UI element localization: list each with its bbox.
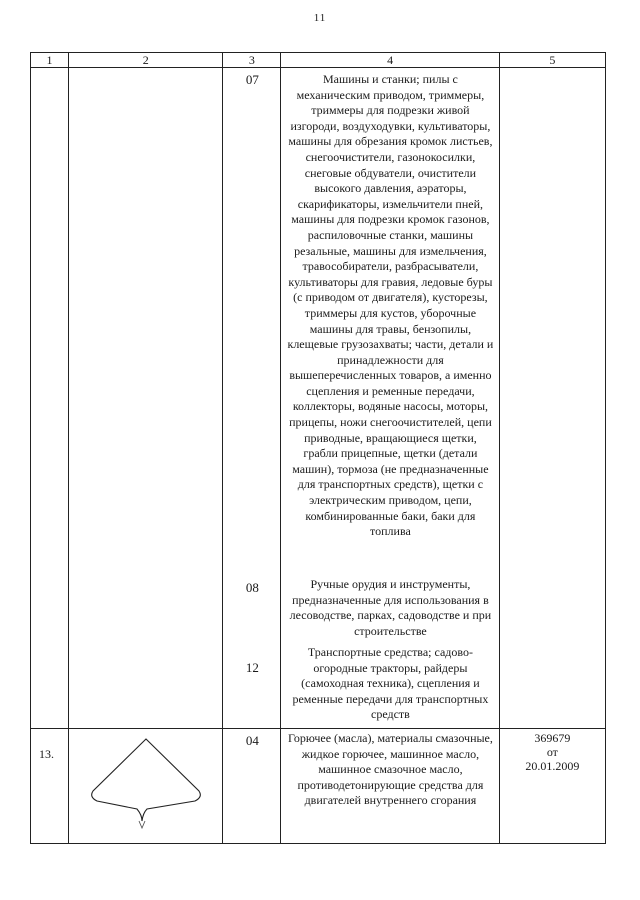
table-row [31,68,606,729]
page-number: 11 [313,12,327,24]
header-row [31,53,606,68]
goods-description: Ручные орудия и инструменты, предназначенные для использования в лесоводстве, парках, садоводстве и при строительстве [289,577,492,638]
number-cell [31,68,69,729]
mark-cell [69,68,223,729]
class-cell [223,68,281,729]
class-cell [223,729,281,844]
class-code: 08 [245,580,259,595]
table-row [31,729,606,844]
number-cell [31,729,69,844]
registration-number: 369679 [534,731,571,745]
column-header: 3 [223,53,281,68]
registration-cell [499,68,605,729]
class-code: 04 [245,733,259,748]
class-code: 12 [245,660,259,675]
goods-description: Машины и станки; пилы с механическим приводом, триммеры, триммеры для подрезки живой изгороди, воздуходувки, культиваторы, машины для обрезания кромок листьев, снегоочистители, газонокосилки, снеговые обдуватели, очистители высокого давления, аэраторы, скарификаторы, измельчители пней, машины для подрезки кромок газонов, распиловочные станки, машины резальные, машины для измельчения, травособиратели, разбрасыватели, культиваторы для гравия, ледовые буры (с приводом от двигателя), кусторезы, триммеры для кустов, уборочные машины для травы, бензопилы, клещевые грузозахваты; части, детали и принадлежности для вышеперечисленных товаров, а именно сцепления и ременные передачи, коллекторы, водяные насосы, моторы, прицепы, ножи снегоочистителей, цепи приводные, вращающиеся щетки, грабли прицепные, щетки (детали машин), тормоза (не предназначенные для транспортных средств), щетки с электрическим приводом, цепи, комбинированные баки, баки для топлива [287,72,494,539]
column-header: 2 [69,53,223,68]
column-header: 5 [499,53,605,68]
registration-cell [499,729,605,844]
mark-cell [69,729,223,844]
goods-description: Горючее (масла), материалы смазочные, жидкое горючее, машинное масло, машинное смазочное масло, противодетонирующие средства для двигателей внутреннего сгорания [287,731,493,808]
registration-date: 20.01.2009 [525,759,580,773]
class-code: 07 [245,72,259,87]
trademark-table [30,52,606,844]
registration-from-label: от [546,745,558,759]
goods-description: Транспортные средства; садово-огородные тракторы, райдеры (самоходная техника), сцепления и ременные передачи для транспортных средств [292,645,489,722]
registration-info [500,731,605,773]
column-header: 4 [281,53,499,68]
row-number: 13. [39,747,54,761]
goods-cell [281,729,499,844]
column-header: 1 [31,53,69,68]
goods-cell [281,68,499,729]
diamond-trademark-icon [87,735,205,839]
